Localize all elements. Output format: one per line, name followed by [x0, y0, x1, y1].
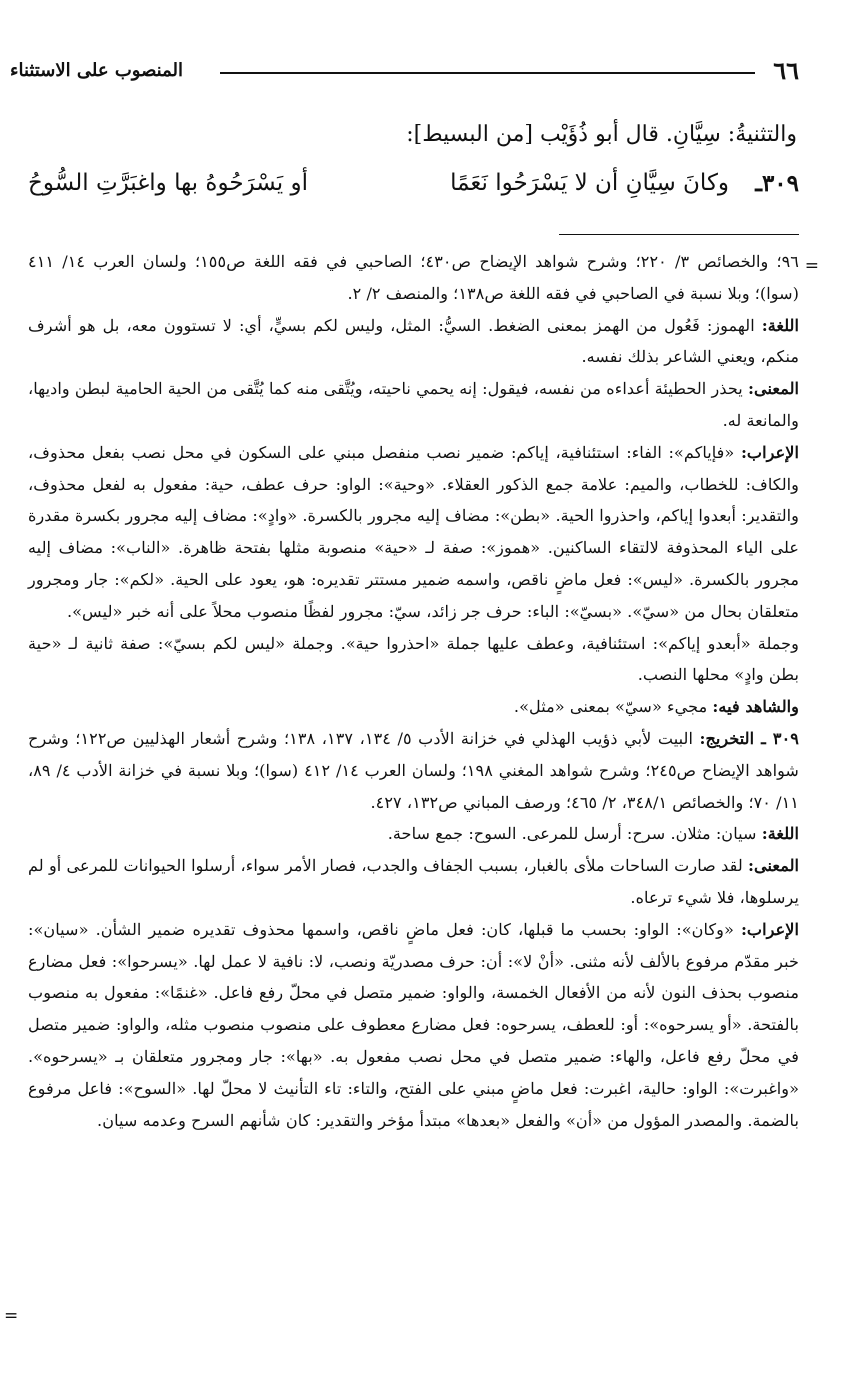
page-header	[10, 56, 799, 86]
verse-first-hemistich: وكانَ سِيَّانِ أن لا يَسْرَحُوا نَعَمًا	[450, 170, 729, 196]
verse-number: ٣٠٩ـ	[755, 170, 799, 197]
note-meaning-309: المعنى: لقد صارت الساحات ملأى بالغبار، بسبب الجفاف والجدب، فصار الأمر سواء، أرسلوا الحيوانات للمرعى أو لم يرسلوها، فلا شيء ترعاه.	[28, 856, 799, 907]
continuation-mark-top: =	[804, 256, 819, 276]
note-sources-309: ٣٠٩ ـ التخريج: البيت لأبي ذؤيب الهذلي في خزانة الأدب ٥/ ١٣٤، ١٣٧، ١٣٨؛ وشرح أشعار الهذليين ص١٢٢؛ وشرح شواهد الإيضاح ص٢٤٥؛ وشرح شواهد المغني ١٩٨؛ ولسان العرب ١٤/ ٤١٢ (سوا)؛ وبلا نسبة في خزانة الأدب ٤/ ٨٩، ١١/ ٧٠؛ والخصائص ٣٤٨/١، ٢/ ٤٦٥؛ ورصف المباني ص١٣٢، ٤٢٧.	[28, 728, 799, 812]
footnotes	[28, 246, 799, 1136]
continuation-mark-bottom: =	[4, 1306, 19, 1326]
note-meaning: المعنى: يحذر الحطيئة أعداءه من نفسه، فيقول: إنه يحمي ناحيته، ويُتَّقى منه كما يُتَّقى من الحية الحامية لبطن واديها، والمانعة له.	[28, 379, 799, 430]
verse-line	[28, 170, 799, 206]
page-number: ٦٦	[773, 56, 799, 85]
verse-second-hemistich: أو يَسْرَحُوهُ بها واغبَرَّتِ السُّوحُ	[28, 170, 308, 196]
verse-intro: والتثنيةُ: سِيَّانِ. قال أبو ذُؤَيْب [من البسيط]:	[406, 122, 797, 147]
note-evidence: والشاهد فيه: مجيء «سيّ» بمعنى «مثل».	[513, 697, 799, 717]
header-rule	[220, 72, 755, 74]
note-language-309: اللغة: سيان: مثلان. سرح: أرسل للمرعى. السوح: جمع ساحة.	[387, 824, 799, 844]
footnote-rule	[559, 234, 799, 235]
note-language: اللغة: الهموز: فَعُول من الهمز بمعنى الضغط. السيُّ: المثل، وليس لكم بسيٍّ، أي: لا تستوون معه، بل هو أشرف منكم، ويعني الشاعر بذلك نفسه.	[28, 315, 799, 367]
running-title: المنصوب على الاستثناء	[10, 60, 184, 81]
note-sentences: وجملة «أبعدو إياكم»: استئنافية، وعطف عليها جملة «احذروا حية». وجملة «ليس لكم بسيّ»: صفة ثانية لـ «حية بطن وادٍ» محلها النصب.	[28, 633, 799, 685]
note-parsing: الإعراب: «فإياكم»: الفاء: استئنافية، إياكم: ضمير نصب منفصل مبني على السكون في محل نصب بفعل محذوف، والكاف: للخطاب، والميم: علامة جمع الذكور العقلاء. «وحية»: الواو: حرف عطف، حية: مفعول به لفعل محذوف، والتقدير: أبعدوا إياكم، واحذروا الحية. «بطن»: مضاف إليه مجرور بالكسرة. «وادٍ»: مضاف إليه مجرور بكسرة مقدرة على الياء المحذوفة لالتقاء الساكنين. «هموز»: صفة لـ «حية» منصوبة مثلها بفتحة ظاهرة. «الناب»: مضاف إليه مجرور بالكسرة. «ليس»: فعل ماضٍ ناقص، واسمه ضمير مستتر تقديره: هو، يعود على الحية. «لكم»: جار ومجرور متعلقان بحال من «سيّ». «بسيّ»: الباء: حرف جر زائد، سيّ: مجرور لفظًا منصوب محلاً على أنه خبر «ليس».	[28, 442, 799, 621]
sources-continued: ٩٦؛ والخصائص ٣/ ٢٢٠؛ وشرح شواهد الإيضاح ص٤٣٠؛ الصاحبي في فقه اللغة ص١٥٥؛ ولسان العرب ١٤/ ٤١١ (سوا)؛ وبلا نسبة في الصاحبي في فقه اللغة ص١٣٨؛ والمنصف ٢/ ٢.	[28, 252, 799, 303]
note-parsing-309: الإعراب: «وكان»: الواو: بحسب ما قبلها، كان: فعل ماضٍ ناقص، واسمها محذوف تقديره ضمير الشأن. «سيان»: خبر مقدّم مرفوع بالألف لأنه مثنى. «أنْ لا»: أن: حرف مصدريّة ونصب، لا: نافية لا عمل لها. «يسرحوا»: فعل مضارع منصوب بحذف النون لأنه من الأفعال الخمسة، والواو: ضمير متصل في محلّ رفع فاعل. «غنمًا»: مفعول به منصوب بالفتحة. «أو يسرحوه»: أو: للعطف، يسرحوه: فعل مضارع معطوف على منصوب منصوب مثله، والواو: ضمير متصل في محلّ رفع فاعل، والهاء: ضمير متصل في محل نصب مفعول به. «بها»: جار ومجرور متعلقان بـ «يسرحوه». «واغبرت»: الواو: حالية، اغبرت: فعل ماضٍ مبني على الفتح، والتاء: تاء التأنيث لا محلّ لها. «السوح»: فاعل مرفوع بالضمة. والمصدر المؤول من «أن» والفعل «بعدها» مبتدأ مؤخر والتقدير: كان شأنهم السرح وعدمه سيان.	[28, 919, 799, 1130]
